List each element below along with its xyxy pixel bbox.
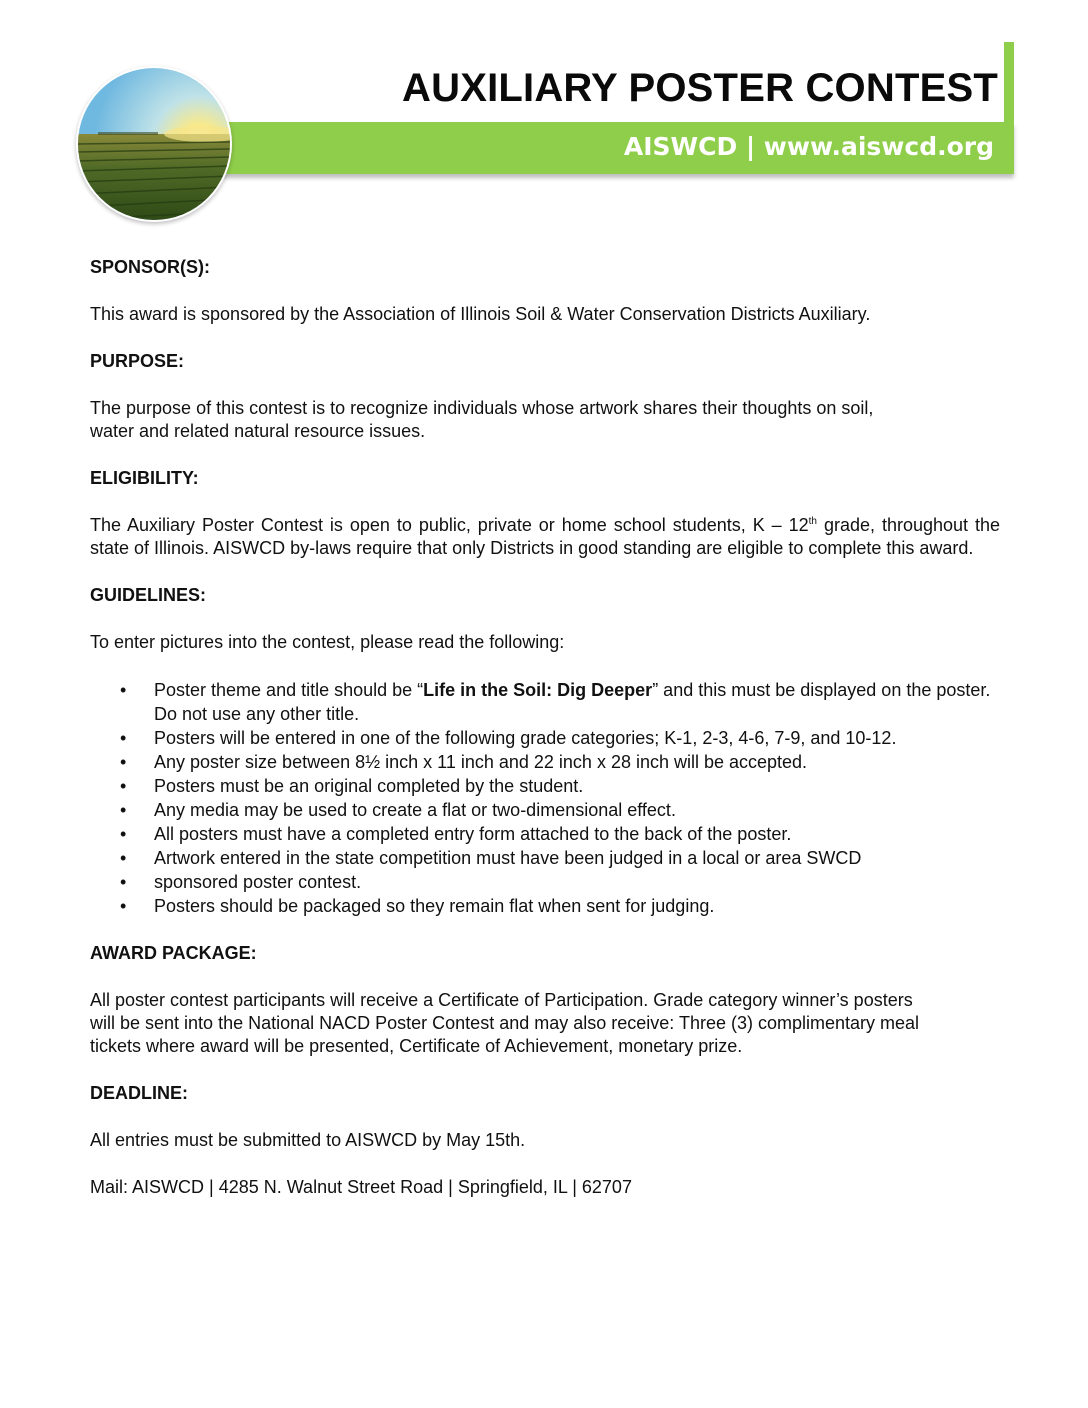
purpose-text-line-2: water and related natural resource issues. [90, 421, 426, 441]
list-item-text: All posters must have a completed entry form attached to the back of the poster. [154, 824, 792, 844]
page-title: AUXILIARY POSTER CONTEST [402, 66, 998, 110]
list-item [90, 750, 1000, 774]
award-text-line-3: tickets where award will be presented, Certificate of Achievement, monetary prize. [90, 1036, 743, 1056]
guidelines-intro: To enter pictures into the contest, please read the following: [90, 632, 565, 652]
guidelines-list [90, 678, 1000, 918]
list-item [90, 846, 1000, 870]
list-item-text: Posters will be entered in one of the following grade categories; K-1, 2-3, 4-6, 7-9, and 10-12. [154, 728, 897, 748]
eligibility-text [90, 514, 1000, 560]
list-item-text: Posters should be packaged so they remain flat when sent for judging. [154, 896, 715, 916]
bullet-icon: • [120, 728, 127, 748]
field-photo-frame [76, 66, 232, 222]
list-item-text: sponsored poster contest. [154, 872, 362, 892]
list-item-text-after: ” and this must be displayed on the poster. Do not use any other title. [154, 680, 991, 724]
bullet-icon: • [120, 896, 127, 916]
list-item [90, 894, 1000, 918]
mailing-address: Mail: AISWCD | 4285 N. Walnut Street Road | Springfield, IL | 62707 [90, 1177, 632, 1197]
eligibility-text-part-b: grade, throughout the state of Illinois. AISWCD by-laws require that only Districts in good standing are eligible to complete this award. [90, 515, 1000, 558]
list-item-text: Artwork entered in the state competition must have been judged in a local or area SWCD [154, 848, 862, 868]
eligibility-heading: ELIGIBILITY: [90, 468, 199, 488]
sponsor-text: This award is sponsored by the Association of Illinois Soil & Water Conservation Districts Auxiliary. [90, 304, 871, 324]
list-item [90, 774, 1000, 798]
bullet-icon: • [120, 776, 127, 796]
bullet-icon: • [120, 752, 127, 772]
field-sunrise-image [78, 68, 230, 220]
award-text-line-2: will be sent into the National NACD Poster Contest and may also receive: Three (3) complimentary meal [90, 1013, 920, 1033]
award-heading: AWARD PACKAGE: [90, 943, 257, 963]
bullet-icon: • [120, 800, 127, 820]
document-body [90, 256, 1000, 1199]
header-subtitle: AISWCD | www.aiswcd.org [623, 132, 994, 161]
list-item [90, 678, 1000, 726]
list-item-text: Any poster size between 8½ inch x 11 inch and 22 inch x 28 inch will be accepted. [154, 752, 808, 772]
list-item-text: Posters must be an original completed by the student. [154, 776, 584, 796]
list-item [90, 726, 1000, 750]
purpose-text-line-1: The purpose of this contest is to recognize individuals whose artwork shares their thoughts on soil, [90, 398, 874, 418]
deadline-heading: DEADLINE: [90, 1083, 188, 1103]
bullet-icon: • [120, 680, 127, 700]
deadline-text: All entries must be submitted to AISWCD by May 15th. [90, 1130, 526, 1150]
award-text-line-1: All poster contest participants will receive a Certificate of Participation. Grade category winner’s posters [90, 990, 913, 1010]
list-item [90, 798, 1000, 822]
eligibility-superscript: th [808, 516, 817, 527]
poster-theme-title: Life in the Soil: Dig Deeper [423, 680, 653, 700]
bullet-icon: • [120, 824, 127, 844]
page-header [0, 0, 1088, 230]
list-item [90, 822, 1000, 846]
eligibility-text-part-a: The Auxiliary Poster Contest is open to public, private or home school students, K – 12 [90, 515, 809, 535]
purpose-heading: PURPOSE: [90, 351, 185, 371]
list-item-text-before: Poster theme and title should be “ [154, 680, 424, 700]
bullet-icon: • [120, 872, 127, 892]
sponsor-heading: SPONSOR(S): [90, 257, 211, 277]
bullet-icon: • [120, 848, 127, 868]
list-item-text: Any media may be used to create a flat or two-dimensional effect. [154, 800, 676, 820]
list-item [90, 870, 1000, 894]
guidelines-heading: GUIDELINES: [90, 585, 207, 605]
